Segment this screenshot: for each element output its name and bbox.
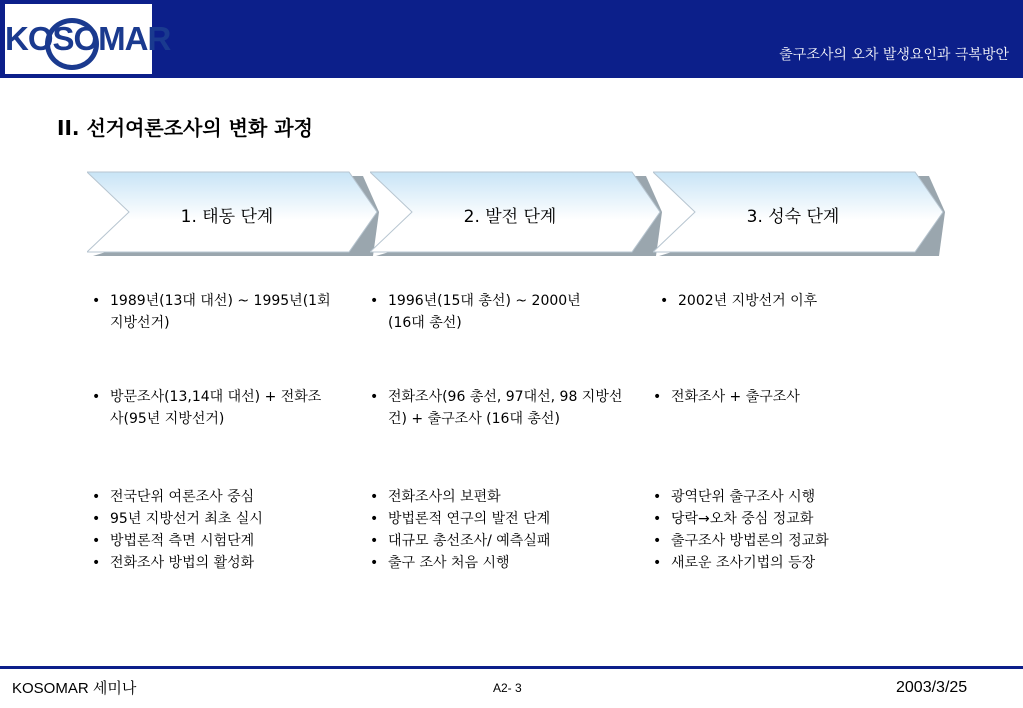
stage-3-methods (649, 386, 909, 408)
list-item: • 2002년 지방선거 이후 (656, 290, 916, 312)
stage-label: 2. 발전 단계 (463, 207, 557, 227)
list-item: • 대규모 총선조사/ 예측실패 (366, 530, 631, 552)
stage-2-features (366, 486, 631, 574)
stage-3-features (649, 486, 919, 574)
list-item: • 새로운 조사기법의 등장 (649, 552, 919, 574)
list-item: • 1996년(15대 총선) ~ 2000년(16대 총선) (366, 290, 591, 334)
footer-divider (0, 666, 1023, 669)
list-item: • 전화조사 방법의 활성화 (88, 552, 338, 574)
footer-date: 2003/3/25 (896, 679, 968, 696)
section-title: II. 선거여론조사의 변화 과정 (57, 116, 313, 140)
list-item: • 전화조사 + 출구조사 (649, 386, 909, 408)
footer-page-number: A2- 3 (493, 681, 522, 695)
list-item: • 방법론적 측면 시험단계 (88, 530, 338, 552)
list-item: • 전국단위 여론조사 중심 (88, 486, 338, 508)
list-item: • 당락→오차 중심 정교화 (649, 508, 919, 530)
stage-arrow-1 (87, 170, 377, 260)
header-title: 출구조사의 오차 발생요인과 극복방안 (779, 47, 1009, 63)
logo (5, 4, 171, 74)
list-item: • 광역단위 출구조사 시행 (649, 486, 919, 508)
stage-1-period (88, 290, 333, 334)
list-item: • 방문조사(13,14대 대선) + 전화조사(95년 지방선거) (88, 386, 333, 430)
stage-1-methods (88, 386, 333, 430)
logo-text: KOSOMAR (5, 20, 171, 57)
stage-2-period (366, 290, 591, 334)
footer-seminar: KOSOMAR 세미나 (12, 680, 137, 697)
stage-3-period (656, 290, 916, 312)
list-item: • 95년 지방선거 최초 실시 (88, 508, 338, 530)
list-item: • 전화조사(96 총선, 97대선, 98 지방선건) + 출구조사 (16대 총선) (366, 386, 626, 430)
list-item: • 방법론적 연구의 발전 단계 (366, 508, 631, 530)
stage-arrow-2 (370, 170, 660, 260)
stage-label: 3. 성숙 단계 (746, 207, 840, 227)
header-bar (0, 0, 1023, 78)
stage-1-features (88, 486, 338, 574)
list-item: • 1989년(13대 대선) ~ 1995년(1회 지방선거) (88, 290, 333, 334)
stage-arrow-3 (653, 170, 943, 260)
stage-label: 1. 태동 단계 (180, 207, 274, 227)
list-item: • 전화조사의 보편화 (366, 486, 631, 508)
stage-2-methods (366, 386, 626, 430)
list-item: • 출구 조사 처음 시행 (366, 552, 631, 574)
list-item: • 출구조사 방법론의 정교화 (649, 530, 919, 552)
